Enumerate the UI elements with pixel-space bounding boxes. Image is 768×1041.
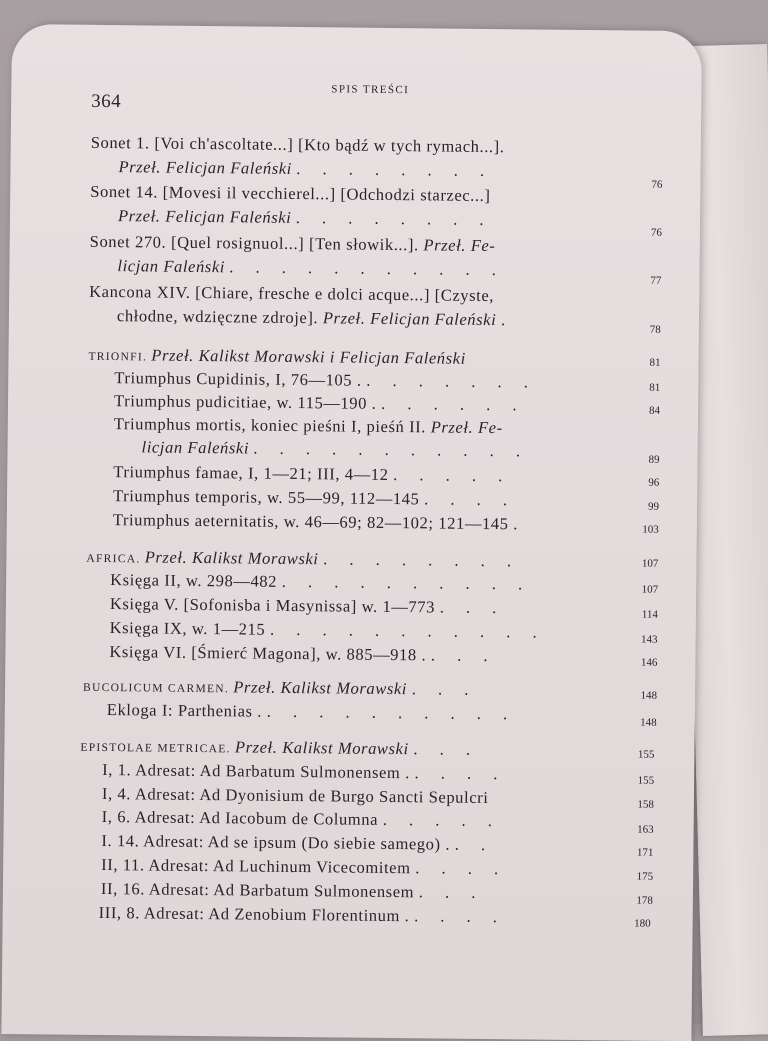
toc-page-number: 107 bbox=[628, 583, 658, 595]
toc-page-number: 143 bbox=[628, 633, 658, 645]
toc-entry-line: Ekloga I: Parthenias . . . . . . . . . . . bbox=[107, 700, 517, 724]
toc-page-number: 76 bbox=[632, 179, 662, 191]
toc-page-number: 180 bbox=[621, 917, 651, 929]
toc-page-number: 76 bbox=[632, 227, 662, 239]
toc-entry-line: Sonet 14. [Movesi il vecchierel...] [Odchodzi starzec...] bbox=[90, 182, 490, 206]
toc-entry-line: III, 8. Adresat: Ad Zenobium Florentinum . . . . . bbox=[99, 903, 506, 927]
toc-page-number: 107 bbox=[628, 557, 658, 569]
toc-page-number: 171 bbox=[623, 846, 653, 858]
toc-entry-line: I, 1. Adresat: Ad Barbatum Sulmonensem . . . . . bbox=[102, 760, 506, 784]
toc-entry-line: Triumphus pudicitiae, w. 115—190 . . . . . . . bbox=[114, 391, 526, 415]
toc-page-number: 155 bbox=[624, 748, 654, 760]
leader-dots: . . . . bbox=[415, 858, 507, 878]
leader-dots: . . . . . bbox=[393, 465, 511, 485]
leader-dots: . . . . bbox=[415, 763, 507, 783]
page-number: 364 bbox=[91, 91, 121, 113]
toc-entry-line: I, 4. Adresat: Ad Dyonisium de Burgo Sancti Sepulcri bbox=[102, 784, 489, 808]
section-heading-bucolicum: BUCOLICUM CARMEN. Przeł. Kalikst Morawski . . . bbox=[83, 676, 478, 700]
leader-dots: . . . . . . . . bbox=[297, 159, 494, 180]
toc-page-number: 146 bbox=[627, 656, 657, 668]
toc-entry-line: Sonet 1. [Voi ch'ascoltate...] [Kto bądź w tych rymach...]. bbox=[91, 133, 505, 157]
toc-entry-line: Triumphus mortis, koniec pieśni I, pieśń II. Przeł. Fe- bbox=[114, 414, 503, 438]
toc-entry-line: Triumphus Cupidinis, I, 76—105 . . . . . . . . bbox=[114, 368, 537, 392]
leader-dots: . . . bbox=[413, 739, 479, 759]
section-heading-epistolae: EPISTOLAE METRICAE. Przeł. Kalikst Morawski . . . bbox=[80, 736, 479, 760]
toc-page-number: 99 bbox=[629, 500, 659, 512]
leader-dots: . . . bbox=[440, 598, 506, 618]
toc-page-number: 175 bbox=[623, 870, 653, 882]
toc-entry-line: Triumphus famae, I, 1—21; III, 4—12 . . . . . bbox=[113, 462, 511, 486]
toc-page-number: 77 bbox=[631, 275, 661, 287]
leader-dots: . . . . . . . . . . . bbox=[230, 257, 506, 279]
toc-page-number: 114 bbox=[628, 608, 658, 620]
leader-dots: . bbox=[501, 310, 514, 329]
toc-entry-line: Księga IX, w. 1—215 . . . . . . . . . . . bbox=[110, 618, 546, 643]
leader-dots: . . . . . . . . . . bbox=[282, 572, 532, 594]
leader-dots: . . . . bbox=[424, 489, 516, 509]
toc-page-number: 89 bbox=[629, 453, 659, 465]
toc-page-number: 81 bbox=[630, 381, 660, 393]
toc-page-number: 158 bbox=[624, 798, 654, 810]
toc-entry-line: Księga VI. [Śmierć Magona], w. 885—918 . . . . bbox=[109, 642, 496, 666]
section-heading-africa: AFRICA. Przeł. Kalikst Morawski . . . . . . . . bbox=[86, 547, 520, 572]
leader-dots: . . . . . . . . bbox=[323, 549, 520, 570]
toc-entry-line: Kancona XIV. [Chiare, fresche e dolci acque...] [Czyste, bbox=[89, 282, 494, 306]
toc-entry-line: licjan Faleński . . . . . . . . . . . bbox=[141, 437, 529, 461]
book-page bbox=[1, 24, 702, 1041]
toc-entry-line: I, 6. Adresat: Ad Iacobum de Columna . . . . . bbox=[102, 807, 501, 831]
leader-dots: . . . . . . bbox=[381, 394, 526, 415]
leader-dots: . . . . . . . . . . . bbox=[254, 439, 530, 461]
toc-page-number: 163 bbox=[624, 823, 654, 835]
toc-entry-line: I. 14. Adresat: Ad se ipsum (Do siebie samego) . . . bbox=[101, 831, 494, 855]
toc-entry-line: II, 11. Adresat: Ad Luchinum Vicecomitem . . . . bbox=[101, 855, 507, 879]
toc-entry-line: Triumphus aeternitatis, w. 46—69; 82—102; 121—145 . bbox=[113, 510, 527, 534]
toc-page-number: 155 bbox=[624, 774, 654, 786]
toc-page-number: 81 bbox=[630, 356, 660, 368]
toc-entry-line: Sonet 270. [Quel rosignuol...] [Ten słowik...]. Przeł. Fe- bbox=[90, 232, 496, 256]
leader-dots: . . . . . . . . . . . bbox=[270, 620, 546, 642]
toc-entry-line: licjan Faleński . . . . . . . . . . . bbox=[117, 256, 505, 280]
leader-dots: . . . bbox=[419, 882, 485, 902]
toc-page-number: 178 bbox=[623, 894, 653, 906]
toc-entry-line: Księga II, w. 298—482 . . . . . . . . . . bbox=[110, 570, 531, 594]
toc-entry-line: Księga V. [Sofonisba i Masynissa] w. 1—773 . . . bbox=[110, 594, 506, 618]
leader-dots: . . . . . . . . . . bbox=[267, 702, 517, 724]
toc-entry-line: Triumphus temporis, w. 55—99, 112—145 . . . . bbox=[113, 486, 516, 510]
leader-dots: . . . . . . . . bbox=[296, 208, 493, 229]
toc-page-number: 103 bbox=[629, 523, 659, 535]
toc-page-number: 78 bbox=[631, 323, 661, 335]
toc-page-number: 148 bbox=[627, 689, 657, 701]
toc-entry-line: II, 16. Adresat: Ad Barbatum Sulmonensem . . . bbox=[101, 879, 485, 903]
leader-dots: . . . . . . . bbox=[366, 371, 537, 392]
toc-page-number: 148 bbox=[627, 716, 657, 728]
toc-entry-line: chłodne, wdzięczne zdroje]. Przeł. Felicjan Faleński . bbox=[117, 306, 514, 330]
leader-dots: . . . . . bbox=[383, 810, 501, 830]
leader-dots: . . . bbox=[412, 679, 478, 699]
toc-entry-line: Przeł. Felicjan Faleński . . . . . . . . bbox=[118, 157, 493, 181]
toc-page-number: 96 bbox=[629, 476, 659, 488]
running-head: SPIS TREŚCI bbox=[331, 83, 409, 96]
leader-dots: . . . bbox=[431, 645, 497, 665]
leader-dots: . . bbox=[455, 835, 495, 854]
toc-entry-line: Przeł. Felicjan Faleński . . . . . . . . bbox=[118, 206, 493, 230]
toc-page-number: 84 bbox=[630, 404, 660, 416]
leader-dots: . . . . bbox=[414, 906, 506, 926]
section-heading-trionfi: TRIONFI. Przeł. Kalikst Morawski i Felicjan Faleński bbox=[88, 345, 466, 369]
leader-dots: . bbox=[513, 514, 526, 533]
